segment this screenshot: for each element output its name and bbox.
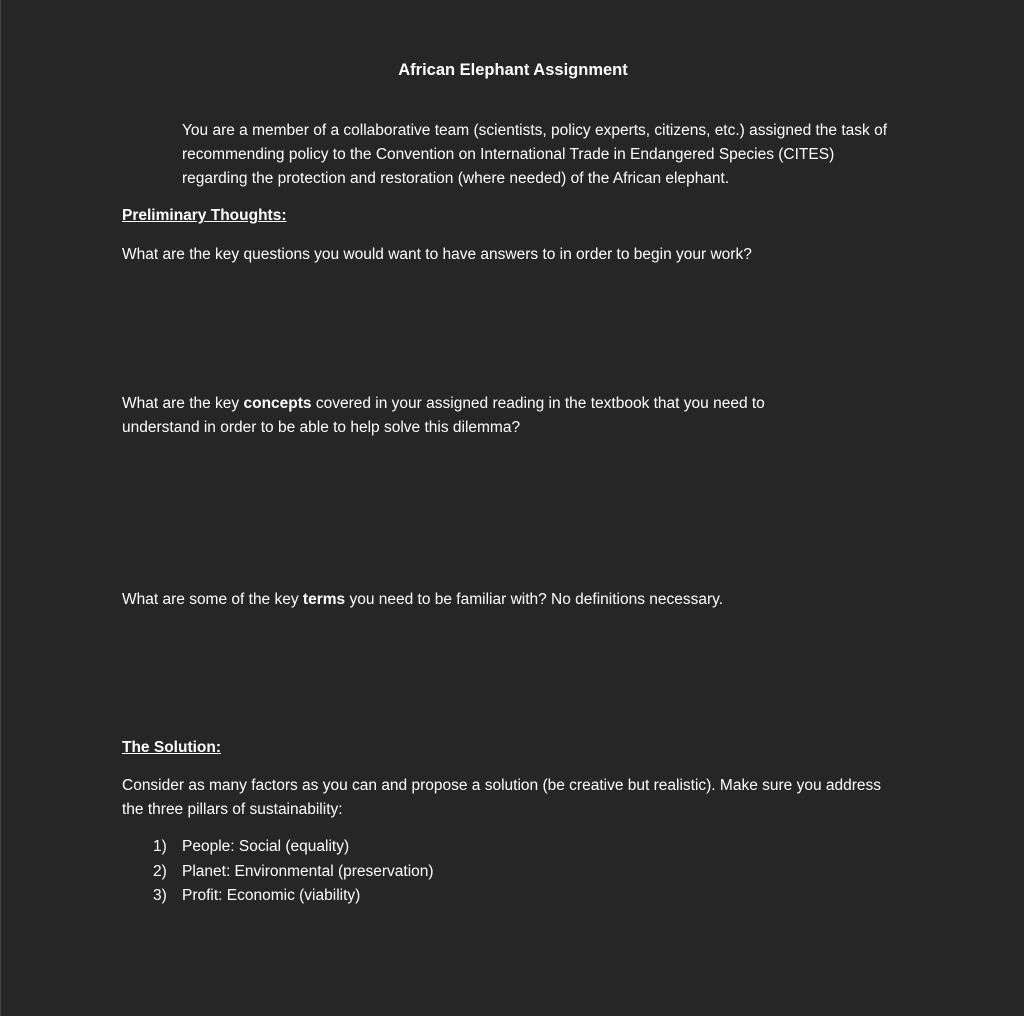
solution-paragraph: Consider as many factors as you can and propose a solution (be creative but realistic). Make sure you address the three pillars of sustainability: <box>122 777 882 818</box>
list-item-number: 1) <box>153 838 167 855</box>
list-item <box>153 860 434 885</box>
question-key-concepts <box>122 392 842 440</box>
list-item <box>153 884 434 909</box>
list-item-number: 2) <box>153 862 167 880</box>
solution-heading: The Solution: <box>122 739 222 756</box>
terms-emphasis: terms <box>302 591 346 608</box>
question-concepts-text-1: What are the key <box>122 395 244 412</box>
list-item-number: 3) <box>153 887 167 904</box>
pillars-list <box>153 835 434 909</box>
question-terms-text-1: What are some of the key <box>122 591 303 608</box>
list-item-text: Planet: Environmental (preservation) <box>182 862 434 880</box>
list-item-text: People: Social (equality) <box>182 838 350 855</box>
intro-paragraph: You are a member of a collaborative team (scientists, policy experts, citizens, etc.) assigned the task of recommending policy to the Convention on International Trade in Endangered Species (CITES) regarding the protection and restoration (where needed) of the African elephant. <box>182 122 888 187</box>
document-title: African Elephant Assignment <box>398 61 628 79</box>
question-terms-text-2: you need to be familiar with? No definitions necessary. <box>345 591 724 608</box>
question-key-terms <box>122 588 902 612</box>
question-key-questions: What are the key questions you would want to have answers to in order to begin your work? <box>122 246 752 263</box>
question-concepts-text-2: covered in your assigned reading in the textbook that you need to understand in order to be able to help solve this dilemma? <box>122 395 765 436</box>
concepts-emphasis: concepts <box>243 395 312 412</box>
preliminary-heading: Preliminary Thoughts: <box>122 207 287 224</box>
list-item-text: Profit: Economic (viability) <box>182 887 361 904</box>
list-item <box>153 835 434 860</box>
